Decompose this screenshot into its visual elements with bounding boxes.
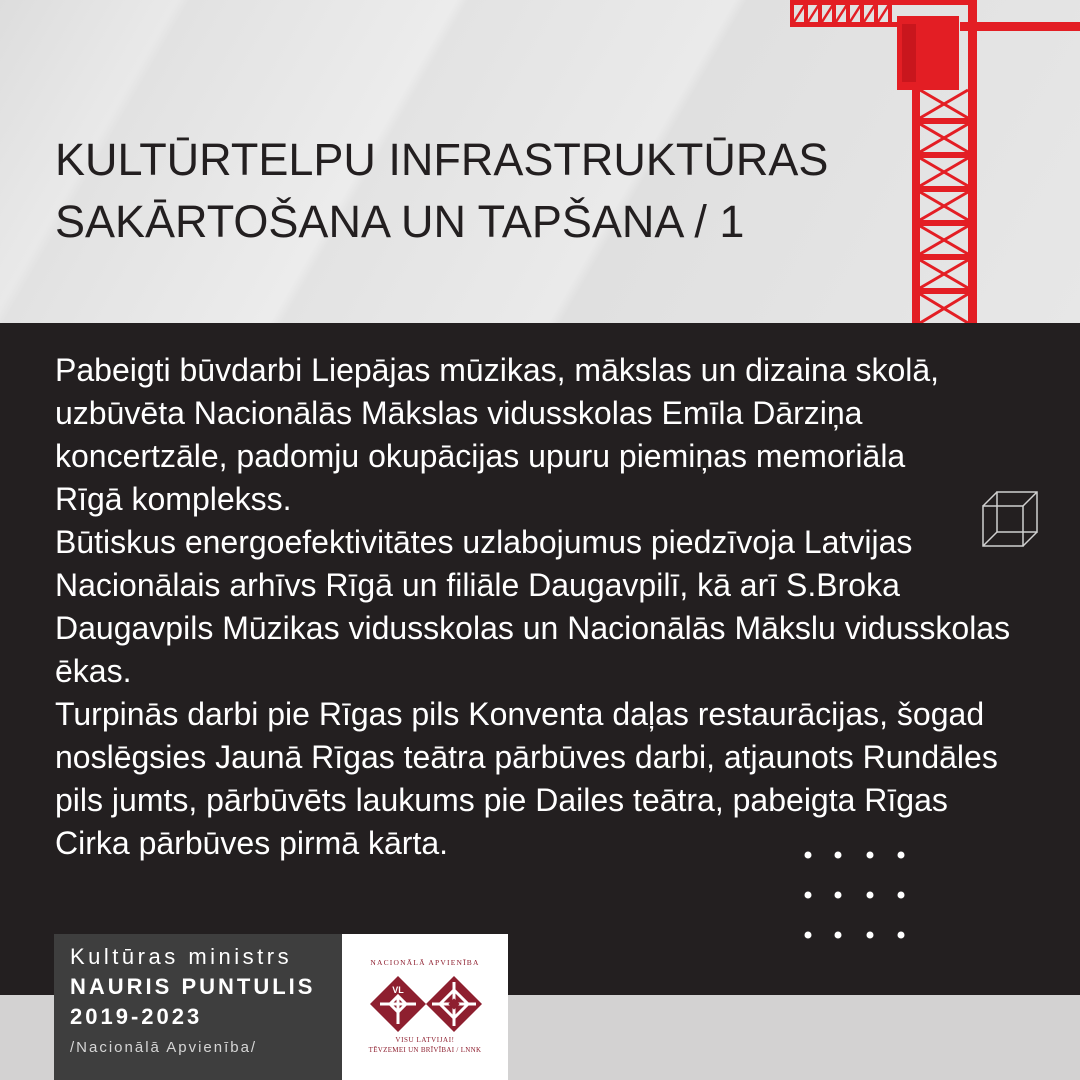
national-alliance-emblem-icon <box>342 934 508 1080</box>
body-line: ēkas. <box>55 653 132 689</box>
dot <box>805 852 812 859</box>
body-text <box>55 349 1010 865</box>
body-line: Cirka pārbūves pirmā kārta. <box>55 825 449 861</box>
emblem-vl-text: VL <box>392 985 404 995</box>
dot <box>805 932 812 939</box>
minister-party: /Nacionālā Apvienība/ <box>70 1039 258 1056</box>
dot <box>835 932 842 939</box>
dot <box>867 892 874 899</box>
body-line: Būtiskus energoefektivitātes uzlabojumus piedzīvoja Latvijas <box>55 524 913 560</box>
body-line: noslēgsies Jaunā Rīgas teātra pārbūves darbi, atjaunots Rundāles <box>55 739 998 775</box>
page-title <box>55 129 828 253</box>
minister-term: 2019-2023 <box>70 1004 203 1029</box>
body-line: Turpinās darbi pie Rīgas pils Konventa daļas restaurācijas, šogad <box>55 696 985 732</box>
paragraph-3 <box>55 693 1010 865</box>
dot <box>867 932 874 939</box>
minister-signature-box <box>54 934 342 1080</box>
body-line: Rīgā komplekss. <box>55 481 292 517</box>
body-line: Daugavpils Mūzikas vidusskolas un Nacionālās Mākslu vidusskolas <box>55 610 1011 646</box>
title-line: KULTŪRTELPU INFRASTRUKTŪRAS <box>55 134 829 185</box>
crane-cab <box>897 16 959 90</box>
paragraph-2 <box>55 521 1010 693</box>
dot-grid-icon <box>800 845 910 945</box>
party-logo <box>342 934 508 1080</box>
crane-counter-jib <box>960 22 1080 31</box>
header-area <box>0 0 1080 323</box>
cube-wireframe-icon <box>978 487 1043 552</box>
dot <box>898 892 905 899</box>
logo-motto-line-2: TĒVZEMEI UN BRĪVĪBAI / LNNK <box>368 1046 482 1054</box>
body-line: pils jumts, pārbūvēts laukums pie Dailes teātra, pabeigta Rīgas <box>55 782 948 818</box>
minister-role: Kultūras ministrs <box>70 944 293 969</box>
title-line: SAKĀRTOŠANA UN TAPŠANA / 1 <box>55 196 745 247</box>
dot <box>805 892 812 899</box>
logo-motto-line-1: VISU LATVIJAI! <box>395 1036 455 1044</box>
body-line: uzbūvēta Nacionālās Mākslas vidusskolas Emīla Dārziņa <box>55 395 863 431</box>
dot <box>835 852 842 859</box>
dot <box>867 852 874 859</box>
minister-name: NAURIS PUNTULIS <box>70 974 316 999</box>
dot <box>898 852 905 859</box>
body-line: Nacionālais arhīvs Rīgā un filiāle Daugavpilī, kā arī S.Broka <box>55 567 900 603</box>
logo-top-text: NACIONĀLĀ APVIENĪBA <box>370 958 480 967</box>
paragraph-1 <box>55 349 1010 521</box>
crane-icon <box>790 0 1080 323</box>
dot <box>898 932 905 939</box>
body-line: Pabeigti būvdarbi Liepājas mūzikas, mākslas un dizaina skolā, <box>55 352 940 388</box>
dot <box>835 892 842 899</box>
body-line: koncertzāle, padomju okupācijas upuru piemiņas memoriāla <box>55 438 906 474</box>
